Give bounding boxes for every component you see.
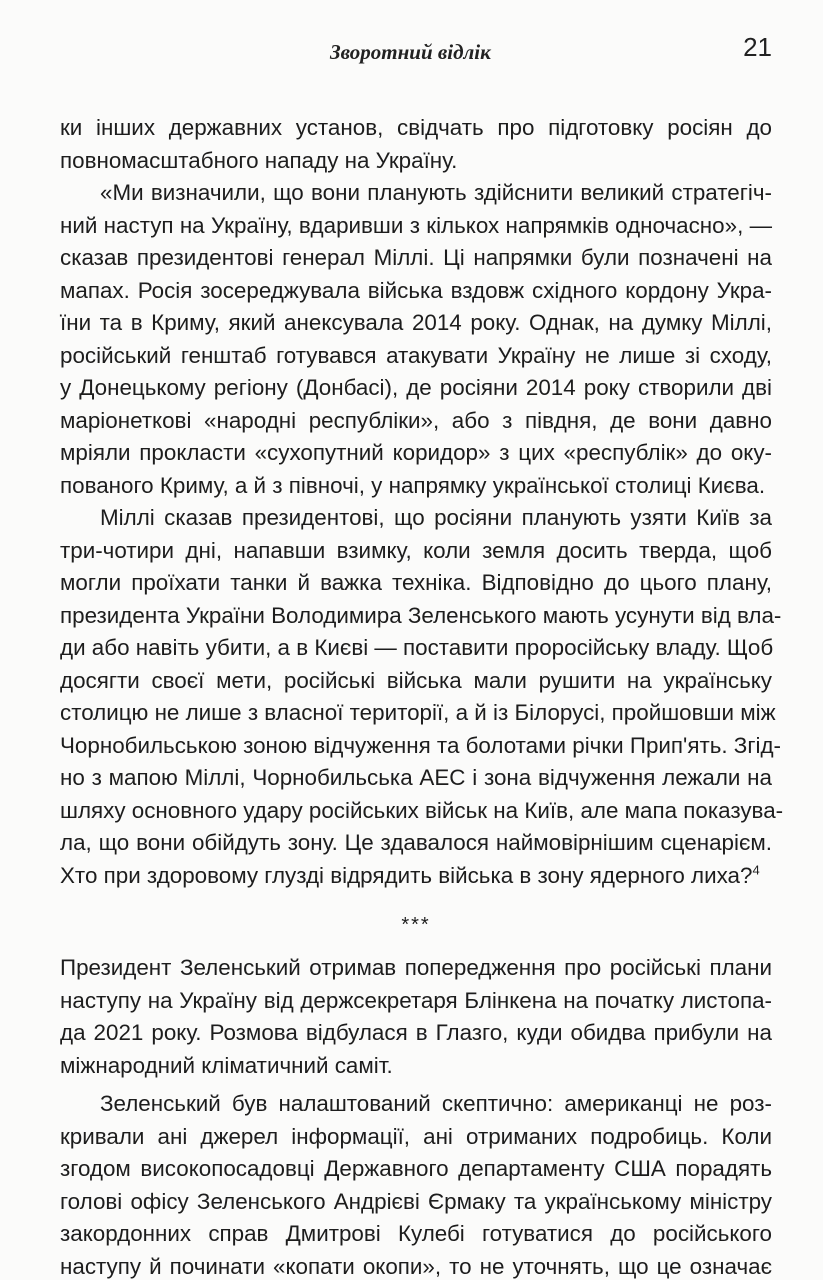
page-header [60, 28, 772, 68]
text-line: пованого Криму, а й з півночі, у напрямку української столиці Києва. [60, 470, 772, 503]
text-line: ди або навіть убити, а в Києві — поставити проросійську владу. Щоб [60, 632, 772, 665]
text-line: маріонеткові «народні республіки», або з півдня, де вони давно [60, 405, 772, 438]
text-line: три-чотири дні, напавши взимку, коли земля досить тверда, щоб [60, 535, 772, 568]
text-line: Чорнобильською зоною відчуження та болотами річки Прип'ять. Згід- [60, 730, 772, 763]
text-line: ний наступ на Україну, вдаривши з кількох напрямків одночасно», — [60, 210, 772, 243]
text-line: закордонних справ Дмитрові Кулебі готуватися до російського [60, 1218, 772, 1251]
text-line: Міллі сказав президентові, що росіяни планують узяти Київ за [60, 502, 772, 535]
text-line: Зеленський був налаштований скептично: американці не роз- [60, 1088, 772, 1121]
text-line: російський генштаб готувався атакувати Україну не лише зі сходу, [60, 340, 772, 373]
section-separator: *** [60, 912, 772, 938]
text-line-with-footnote [60, 860, 772, 893]
text-line: їни та в Криму, який анексувала 2014 року. Однак, на думку Міллі, [60, 307, 772, 340]
text-line: президента України Володимира Зеленського мають усунути від вла- [60, 600, 772, 633]
text-line: мапах. Росія зосереджувала війська вздовж східного кордону Укра- [60, 275, 772, 308]
text-line: сказав президентові генерал Міллі. Ці напрямки були позначені на [60, 242, 772, 275]
text-line: у Донецькому регіону (Донбасі), де росіяни 2014 року створили дві [60, 372, 772, 405]
paragraph-3 [60, 502, 772, 892]
text-line: наступу й починати «копати окопи», то не уточнять, що це означає [60, 1251, 772, 1283]
footnote-marker[interactable]: 4 [752, 862, 759, 877]
text-line: голові офісу Зеленського Андрієві Єрмаку та українському міністру [60, 1186, 772, 1219]
text-line: да 2021 року. Розмова відбулася в Глазго, куди обидва прибули на [60, 1017, 772, 1050]
text-line: но з мапою Міллі, Чорнобильська АЕС і зона відчуження лежали на [60, 762, 772, 795]
text-line: шляху основного удару російських військ на Київ, але мапа показува- [60, 795, 772, 828]
running-title: Зворотний відлік [330, 40, 491, 65]
text-line: кривали ані джерел інформації, ані отриманих подробиць. Коли [60, 1121, 772, 1154]
text-line: Хто при здоровому глузді відрядить війська в зону ядерного лиха? [60, 863, 752, 888]
text-line: могли проїхати танки й важка техніка. Відповідно до цього плану, [60, 567, 772, 600]
text-line: згодом високопосадовці Державного департаменту США порадять [60, 1153, 772, 1186]
text-line: повномасштабного нападу на Україну. [60, 145, 772, 178]
text-line: столицю не лише з власної території, а й із Білорусі, пройшовши між [60, 697, 772, 730]
paragraph-2 [60, 177, 772, 502]
paragraph-5 [60, 1088, 772, 1283]
text-line: ла, що вони обійдуть зону. Це здавалося наймовірнішим сценарієм. [60, 827, 772, 860]
text-line: мріяли прокласти «сухопутний коридор» з цих «республік» до оку- [60, 437, 772, 470]
paragraph-1 [60, 112, 772, 177]
text-line: наступу на Україну від держсекретаря Блінкена на початку листопа- [60, 985, 772, 1018]
page-number: 21 [743, 32, 772, 63]
text-line: досягти своєї мети, російські війська мали рушити на українську [60, 665, 772, 698]
text-line: «Ми визначили, що вони планують здійснити великий стратегіч- [60, 177, 772, 210]
text-line: ки інших державних установ, свідчать про підготовку росіян до [60, 112, 772, 145]
body-text [60, 112, 772, 1283]
text-line: міжнародний кліматичний саміт. [60, 1050, 772, 1083]
paragraph-4 [60, 952, 772, 1082]
text-line: Президент Зеленський отримав попередження про російські плани [60, 952, 772, 985]
